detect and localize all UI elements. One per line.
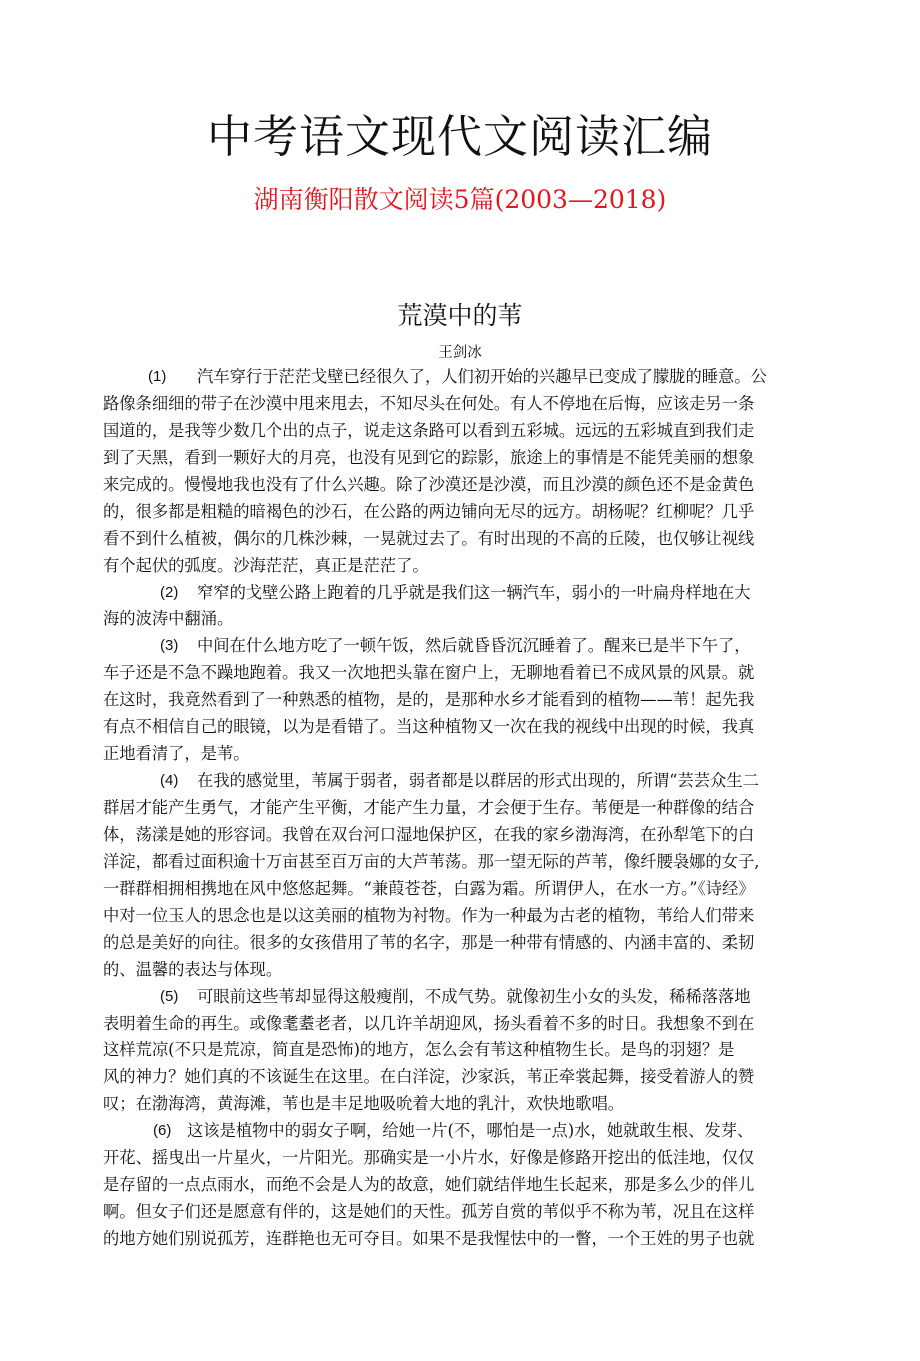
line-text: 看不到什么植被，偶尔的几株沙棘，一晃就过去了。有时出现的不高的丘陵，也仅够让视线 <box>103 528 755 548</box>
text-line <box>103 606 803 633</box>
paragraph <box>103 580 803 634</box>
text-line <box>103 795 803 822</box>
text-line <box>103 984 803 1011</box>
line-text: 风的神力？她们真的不该诞生在这里。在白洋淀，沙家浜，苇正牵裳起舞，接受着游人的赞 <box>103 1067 755 1087</box>
text-line <box>103 1118 803 1145</box>
line-text: 汽车穿行于茫茫戈壁已经很久了，人们初开始的兴趣早已变成了朦胧的睡意。公 <box>197 367 767 386</box>
line-text: 有个起伏的弧度。沙海茫茫，真正是茫茫了。 <box>103 555 429 575</box>
paragraph-number: (1) <box>148 368 167 385</box>
text-line <box>103 445 803 472</box>
paragraph <box>103 364 803 580</box>
line-text: 一群群相拥相携地在风中悠悠起舞。“兼葭苍苍，白露为霜。所谓伊人，在水一方。”《诗经》 <box>103 878 755 898</box>
line-text: 可眼前这些苇却显得这般瘦削，不成气势。就像初生小女的头发，稀稀落落地 <box>197 986 751 1006</box>
text-line <box>103 526 803 553</box>
paragraph <box>103 768 803 984</box>
line-text: 在这时，我竟然看到了一种熟悉的植物，是的，是那种水乡才能看到的植物——苇！起先我 <box>103 690 755 710</box>
article-body <box>103 364 803 1253</box>
line-text: 叹；在渤海湾，黄海滩，苇也是丰足地吸吮着大地的乳汁，欢快地歌唱。 <box>103 1094 625 1114</box>
article-author: 王剑冰 <box>438 345 482 361</box>
line-text: 窄窄的戈壁公路上跑着的几乎就是我们这一辆汽车，弱小的一叶扁舟样地在大 <box>197 582 751 602</box>
paragraph-number: (3) <box>160 637 179 655</box>
line-text: 的，很多都是粗糙的暗褐色的沙石，在公路的两边铺向无尽的远方。胡杨呢？红柳呢？几乎 <box>103 501 755 521</box>
line-text: 国道的，是我等少数几个出的点子，说走这条路可以看到五彩城。远远的五彩城直到我们走 <box>103 420 755 440</box>
text-line <box>103 957 803 984</box>
line-text: 中对一位玉人的思念也是以这美丽的植物为衬物。作为一种最为古老的植物，苇给人们带来 <box>103 905 755 925</box>
line-text: 体，荡漾是她的形容词。我曾在双台河口湿地保护区，在我的家乡渤海湾，在孙犁笔下的白 <box>103 824 755 844</box>
paragraph-number: (4) <box>160 772 179 790</box>
text-line <box>103 418 803 445</box>
line-text: 这样荒凉(不只是荒凉，简直是恐怖)的地方，怎么会有苇这种植物生长。是鸟的羽翅？是 <box>103 1040 735 1060</box>
text-line <box>103 1037 803 1064</box>
text-line <box>103 472 803 499</box>
line-text: 中间在什么地方吃了一顿午饭，然后就昏昏沉沉睡着了。醒来已是半下午了， <box>197 636 751 656</box>
paragraph-number: (6) <box>153 1122 172 1140</box>
paragraph <box>103 633 803 768</box>
text-line <box>103 553 803 580</box>
line-text: 海的波涛中翻涌。 <box>103 609 234 629</box>
line-text: 车子还是不急不躁地跑着。我又一次地把头靠在窗户上，无聊地看着已不成风景的风景。就 <box>103 663 755 683</box>
text-line <box>103 849 803 876</box>
text-line <box>103 633 803 660</box>
line-text: 路像条细细的带子在沙漠中甩来甩去，不知尽头在何处。有人不停地在后悔，应该走另一条 <box>103 393 755 413</box>
line-text: 表明着生命的再生。或像耄耋老者，以几许羊胡迎风，扬头看着不多的时日。我想象不到在 <box>103 1013 755 1033</box>
article-title: 荒漠中的苇 <box>397 301 523 330</box>
line-text: 来完成的。慢慢地我也没有了什么兴趣。除了沙漠还是沙漠，而且沙漠的颜色还不是金黄色 <box>103 474 755 494</box>
line-text: 是存留的一点点雨水，而绝不会是人为的故意，她们就结伴地生长起来，那是多么少的伴儿 <box>103 1175 755 1195</box>
line-text: 到了天黑，看到一颗好大的月亮，也没有见到它的踪影，旅途上的事情是不能凭美丽的想象 <box>103 447 755 467</box>
line-text: 洋淀，都看过面积逾十万亩甚至百万亩的大芦苇荡。那一望无际的芦苇，像纤腰袅娜的女子, <box>103 851 760 871</box>
text-line <box>103 687 803 714</box>
text-line <box>103 660 803 687</box>
text-line <box>103 930 803 957</box>
text-line <box>103 768 803 795</box>
line-text: 群居才能产生勇气，才能产生平衡，才能产生力量，才会便于生存。苇便是一种群像的结合 <box>103 798 755 817</box>
text-line <box>103 903 803 930</box>
text-line <box>103 876 803 903</box>
text-line <box>103 822 803 849</box>
text-line <box>103 1091 803 1118</box>
line-text: 有点不相信自己的眼镜，以为是看错了。当这种植物又一次在我的视线中出现的时候，我真 <box>103 717 755 737</box>
line-text: 的总是美好的向往。很多的女孩借用了苇的名字，那是一种带有情感的、内涵丰富的、柔韧 <box>103 932 755 952</box>
paragraph <box>103 984 803 1119</box>
text-line <box>103 1199 803 1226</box>
line-text: 正地看清了，是苇。 <box>103 744 250 764</box>
line-text: 在我的感觉里，苇属于弱者，弱者都是以群居的形式出现的，所谓“芸芸众生二 <box>197 771 759 791</box>
text-line <box>103 1145 803 1172</box>
text-line <box>103 741 803 768</box>
document-subtitle: 湖南衡阳散文阅读5篇(2003—2018) <box>253 185 667 214</box>
line-text: 的、温馨的表达与体现。 <box>103 959 283 979</box>
text-line <box>103 1011 803 1038</box>
paragraph <box>103 1118 803 1253</box>
text-line <box>103 499 803 526</box>
text-line <box>103 1064 803 1091</box>
paragraph-number: (2) <box>160 583 179 601</box>
paragraph-number: (5) <box>160 987 179 1005</box>
line-text: 这该是植物中的弱女子啊，给她一片(不，哪怕是一点)水，她就敢生根、发芽、 <box>187 1121 754 1141</box>
line-text: 的地方她们别说孤芳，连群艳也无可夺目。如果不是我惺怯中的一瞥，一个王姓的男子也就 <box>103 1229 755 1248</box>
text-line <box>103 1226 803 1253</box>
text-line <box>103 580 803 607</box>
text-line <box>103 714 803 741</box>
text-line <box>103 391 803 418</box>
text-line <box>103 1172 803 1199</box>
line-text: 开花、摇曳出一片星火，一片阳光。那确实是一小片水，好像是修路开挖出的低洼地，仅仅 <box>103 1148 755 1168</box>
line-text: 啊。但女子们还是愿意有伴的，这是她们的天性。孤芳自赏的苇似乎不称为苇，况且在这样 <box>103 1202 755 1222</box>
document-title: 中考语文现代文阅读汇编 <box>206 110 713 163</box>
text-line <box>103 364 803 391</box>
